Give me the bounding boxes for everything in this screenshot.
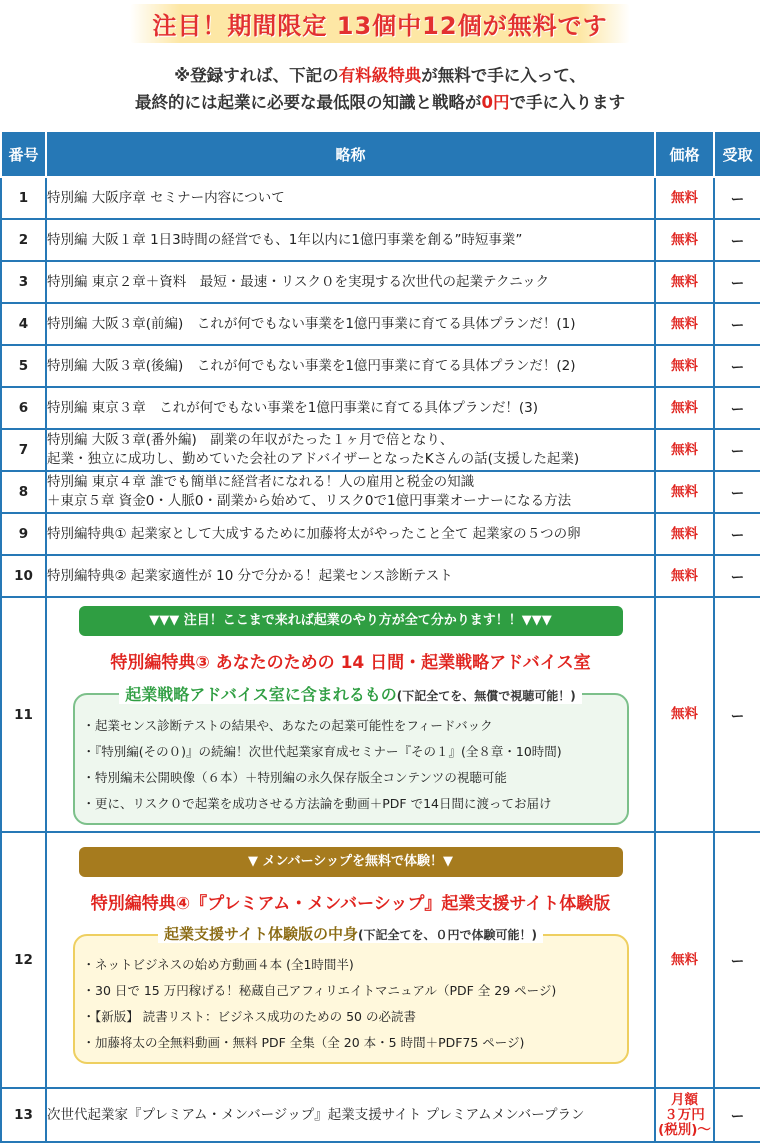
row-recv: ー [714, 597, 760, 832]
list-item: ・【新版】 読書リスト：ビジネス成功のための 50 の必読書 [82, 1009, 416, 1024]
row-price: 無料 [655, 429, 714, 471]
row-price: 無料 [655, 261, 714, 303]
row-abbr-line-2: 起業・独立に成功し、勤めていた会社のアドバイザーとなったKさんの話(支援した起業) [47, 451, 580, 467]
box-head-bg [158, 927, 543, 943]
row-num: 4 [1, 303, 46, 345]
row-recv: ー [714, 429, 760, 471]
row-price [655, 1088, 714, 1142]
advisory-box-head [75, 682, 627, 705]
row-abbr: 次世代起業家『プレミアム・メンバージップ』起業支援サイト プレミアムメンバープラン [46, 1088, 655, 1142]
table-row [1, 261, 760, 303]
list-item: ・加藤将太の全無料動画・無料 PDF 全集（全 20 本・5 時間＋PDF75 ページ) [82, 1035, 525, 1050]
benefits-table [0, 130, 760, 1143]
trial-box-note: (下記全てを、０円で体験可能！) [357, 928, 537, 942]
subtitle-text: が無料で手に入って、 [421, 66, 586, 85]
box-head-bg [119, 685, 582, 704]
row-12-content [46, 832, 655, 1088]
row-num: 12 [1, 832, 46, 1088]
row-recv: ー [714, 832, 760, 1088]
subtitle-line-2 [0, 89, 760, 116]
table-row [1, 177, 760, 219]
advisory-box-note: (下記全てを、無償で視聴可能！) [396, 689, 576, 703]
row-price: 無料 [655, 513, 714, 555]
header-price: 価格 [655, 131, 714, 177]
row-abbr: 特別編 東京２章＋資料 最短・最速・リスク０を実現する次世代の起業テクニック [46, 261, 655, 303]
row-recv: ー [714, 261, 760, 303]
table-row [1, 471, 760, 513]
table-row [1, 513, 760, 555]
row-num: 10 [1, 555, 46, 597]
row-abbr [46, 471, 655, 513]
table-row [1, 303, 760, 345]
row-num: 11 [1, 597, 46, 832]
table-row-11 [1, 597, 760, 832]
subtitle-highlight: 0円 [481, 93, 510, 112]
table-row [1, 555, 760, 597]
list-item: ・30 日で 15 万円稼げる！秘蔵自己アフィリエイトマニュアル（PDF 全 29 ページ) [82, 983, 557, 998]
row-abbr [46, 429, 655, 471]
list-item: ・ネットビジネスの始め方動画４本 (全1時間半) [82, 957, 354, 972]
row-num: 7 [1, 429, 46, 471]
row-abbr: 特別編 東京３章 これが何でもない事業を1億円事業に育てる具体プランだ！(3) [46, 387, 655, 429]
list-item: ・起業センス診断テストの結果や、あなたの起業可能性をフィードバック [82, 718, 493, 733]
row-price: 無料 [655, 219, 714, 261]
header-recv: 受取 [714, 131, 760, 177]
page-title: 注目！期間限定 13個中12個が無料です [130, 4, 629, 43]
subtitle-text: 最終的には起業に必要な最低限の知識と戦略が [135, 93, 482, 112]
table-row [1, 387, 760, 429]
row-num: 3 [1, 261, 46, 303]
row-price: 無料 [655, 471, 714, 513]
table-row [1, 219, 760, 261]
advisory-box [73, 685, 629, 825]
price-line-1: 月額 [671, 1091, 698, 1108]
row-recv: ー [714, 513, 760, 555]
header-abbr: 略称 [46, 131, 655, 177]
page-subtitle [0, 62, 760, 116]
row-abbr: 特別編特典① 起業家として大成するために加藤将太がやったこと全て 起業家の５つの卵 [46, 513, 655, 555]
page-header [0, 0, 760, 128]
attention-banner: ▼▼▼ 注目！ここまで来れば起業のやり方が全て分かります！！▼▼▼ [79, 606, 623, 636]
row-num: 9 [1, 513, 46, 555]
row-abbr: 特別編 大阪３章(前編) これが何でもない事業を1億円事業に育てる具体プランだ！(1) [46, 303, 655, 345]
row-price: 無料 [655, 555, 714, 597]
membership-banner: ▼ メンバーシップを無料で体験！▼ [79, 847, 623, 877]
row-abbr-line-2: ＋東京５章 資金0・人脈0・副業から始めて、リスク0で1億円事業オーナーになる方法 [47, 493, 572, 509]
row-recv: ー [714, 219, 760, 261]
row-recv: ー [714, 387, 760, 429]
list-item: ・更に、リスク０で起業を成功させる方法論を動画＋PDF で14日間に渡ってお届け [82, 796, 552, 811]
special-title-3: 特別編特典③ あなたのための 14 日間・起業戦略アドバイス室 [110, 653, 591, 673]
row-abbr: 特別編 大阪３章(後編) これが何でもない事業を1億円事業に育てる具体プランだ！(2) [46, 345, 655, 387]
subtitle-line-1 [0, 62, 760, 89]
row-recv: ー [714, 1088, 760, 1142]
table-row [1, 429, 760, 471]
row-num: 8 [1, 471, 46, 513]
row-recv: ー [714, 555, 760, 597]
row-price: 無料 [655, 177, 714, 219]
row-11-content [46, 597, 655, 832]
special-title-4: 特別編特典④『プレミアム・メンバーシップ』起業支援サイト体験版 [90, 894, 611, 914]
row-num: 13 [1, 1088, 46, 1142]
row-recv: ー [714, 303, 760, 345]
list-item: ・特別編未公開映像（６本）＋特別編の永久保存版全コンテンツの視聴可能 [82, 770, 507, 785]
trial-box-title: 起業支援サイト体験版の中身 [164, 925, 358, 943]
table-header-row [1, 131, 760, 177]
subtitle-text: ※登録すれば、下記の [174, 66, 339, 85]
row-recv: ー [714, 471, 760, 513]
row-abbr: 特別編特典② 起業家適性が 10 分で分かる！起業センス診断テスト [46, 555, 655, 597]
price-line-3: (税別)〜 [658, 1121, 711, 1138]
title-wrap [0, 4, 760, 43]
row-abbr: 特別編 大阪１章 1日3時間の経営でも、1年以内に1億円事業を創る”時短事業” [46, 219, 655, 261]
row-num: 5 [1, 345, 46, 387]
row-abbr-line-1: 特別編 東京４章 誰でも簡単に経営者になれる！人の雇用と税金の知識 [47, 474, 475, 490]
row-num: 2 [1, 219, 46, 261]
row-price: 無料 [655, 345, 714, 387]
advisory-box-title: 起業戦略アドバイス室に含まれるもの [125, 685, 397, 704]
trial-box [73, 925, 629, 1064]
row-price: 無料 [655, 832, 714, 1088]
trial-box-head [75, 923, 627, 944]
table-row [1, 345, 760, 387]
subtitle-text: で手に入ります [509, 93, 625, 112]
subtitle-highlight: 有料級特典 [338, 66, 422, 85]
table-row-12 [1, 832, 760, 1088]
row-abbr: 特別編 大阪序章 セミナー内容について [46, 177, 655, 219]
row-price: 無料 [655, 387, 714, 429]
row-price: 無料 [655, 303, 714, 345]
price-line-2: ３万円 [664, 1106, 705, 1123]
list-item: ・『特別編(その０)』の続編！次世代起業家育成セミナー『その１』(全８章・10時間) [82, 744, 562, 759]
row-recv: ー [714, 177, 760, 219]
row-abbr-line-1: 特別編 大阪３章(番外編) 副業の年収がたった１ヶ月で倍となり、 [47, 432, 454, 448]
header-num: 番号 [1, 131, 46, 177]
row-num: 1 [1, 177, 46, 219]
table-row-13 [1, 1088, 760, 1142]
row-num: 6 [1, 387, 46, 429]
row-recv: ー [714, 345, 760, 387]
row-price: 無料 [655, 597, 714, 832]
